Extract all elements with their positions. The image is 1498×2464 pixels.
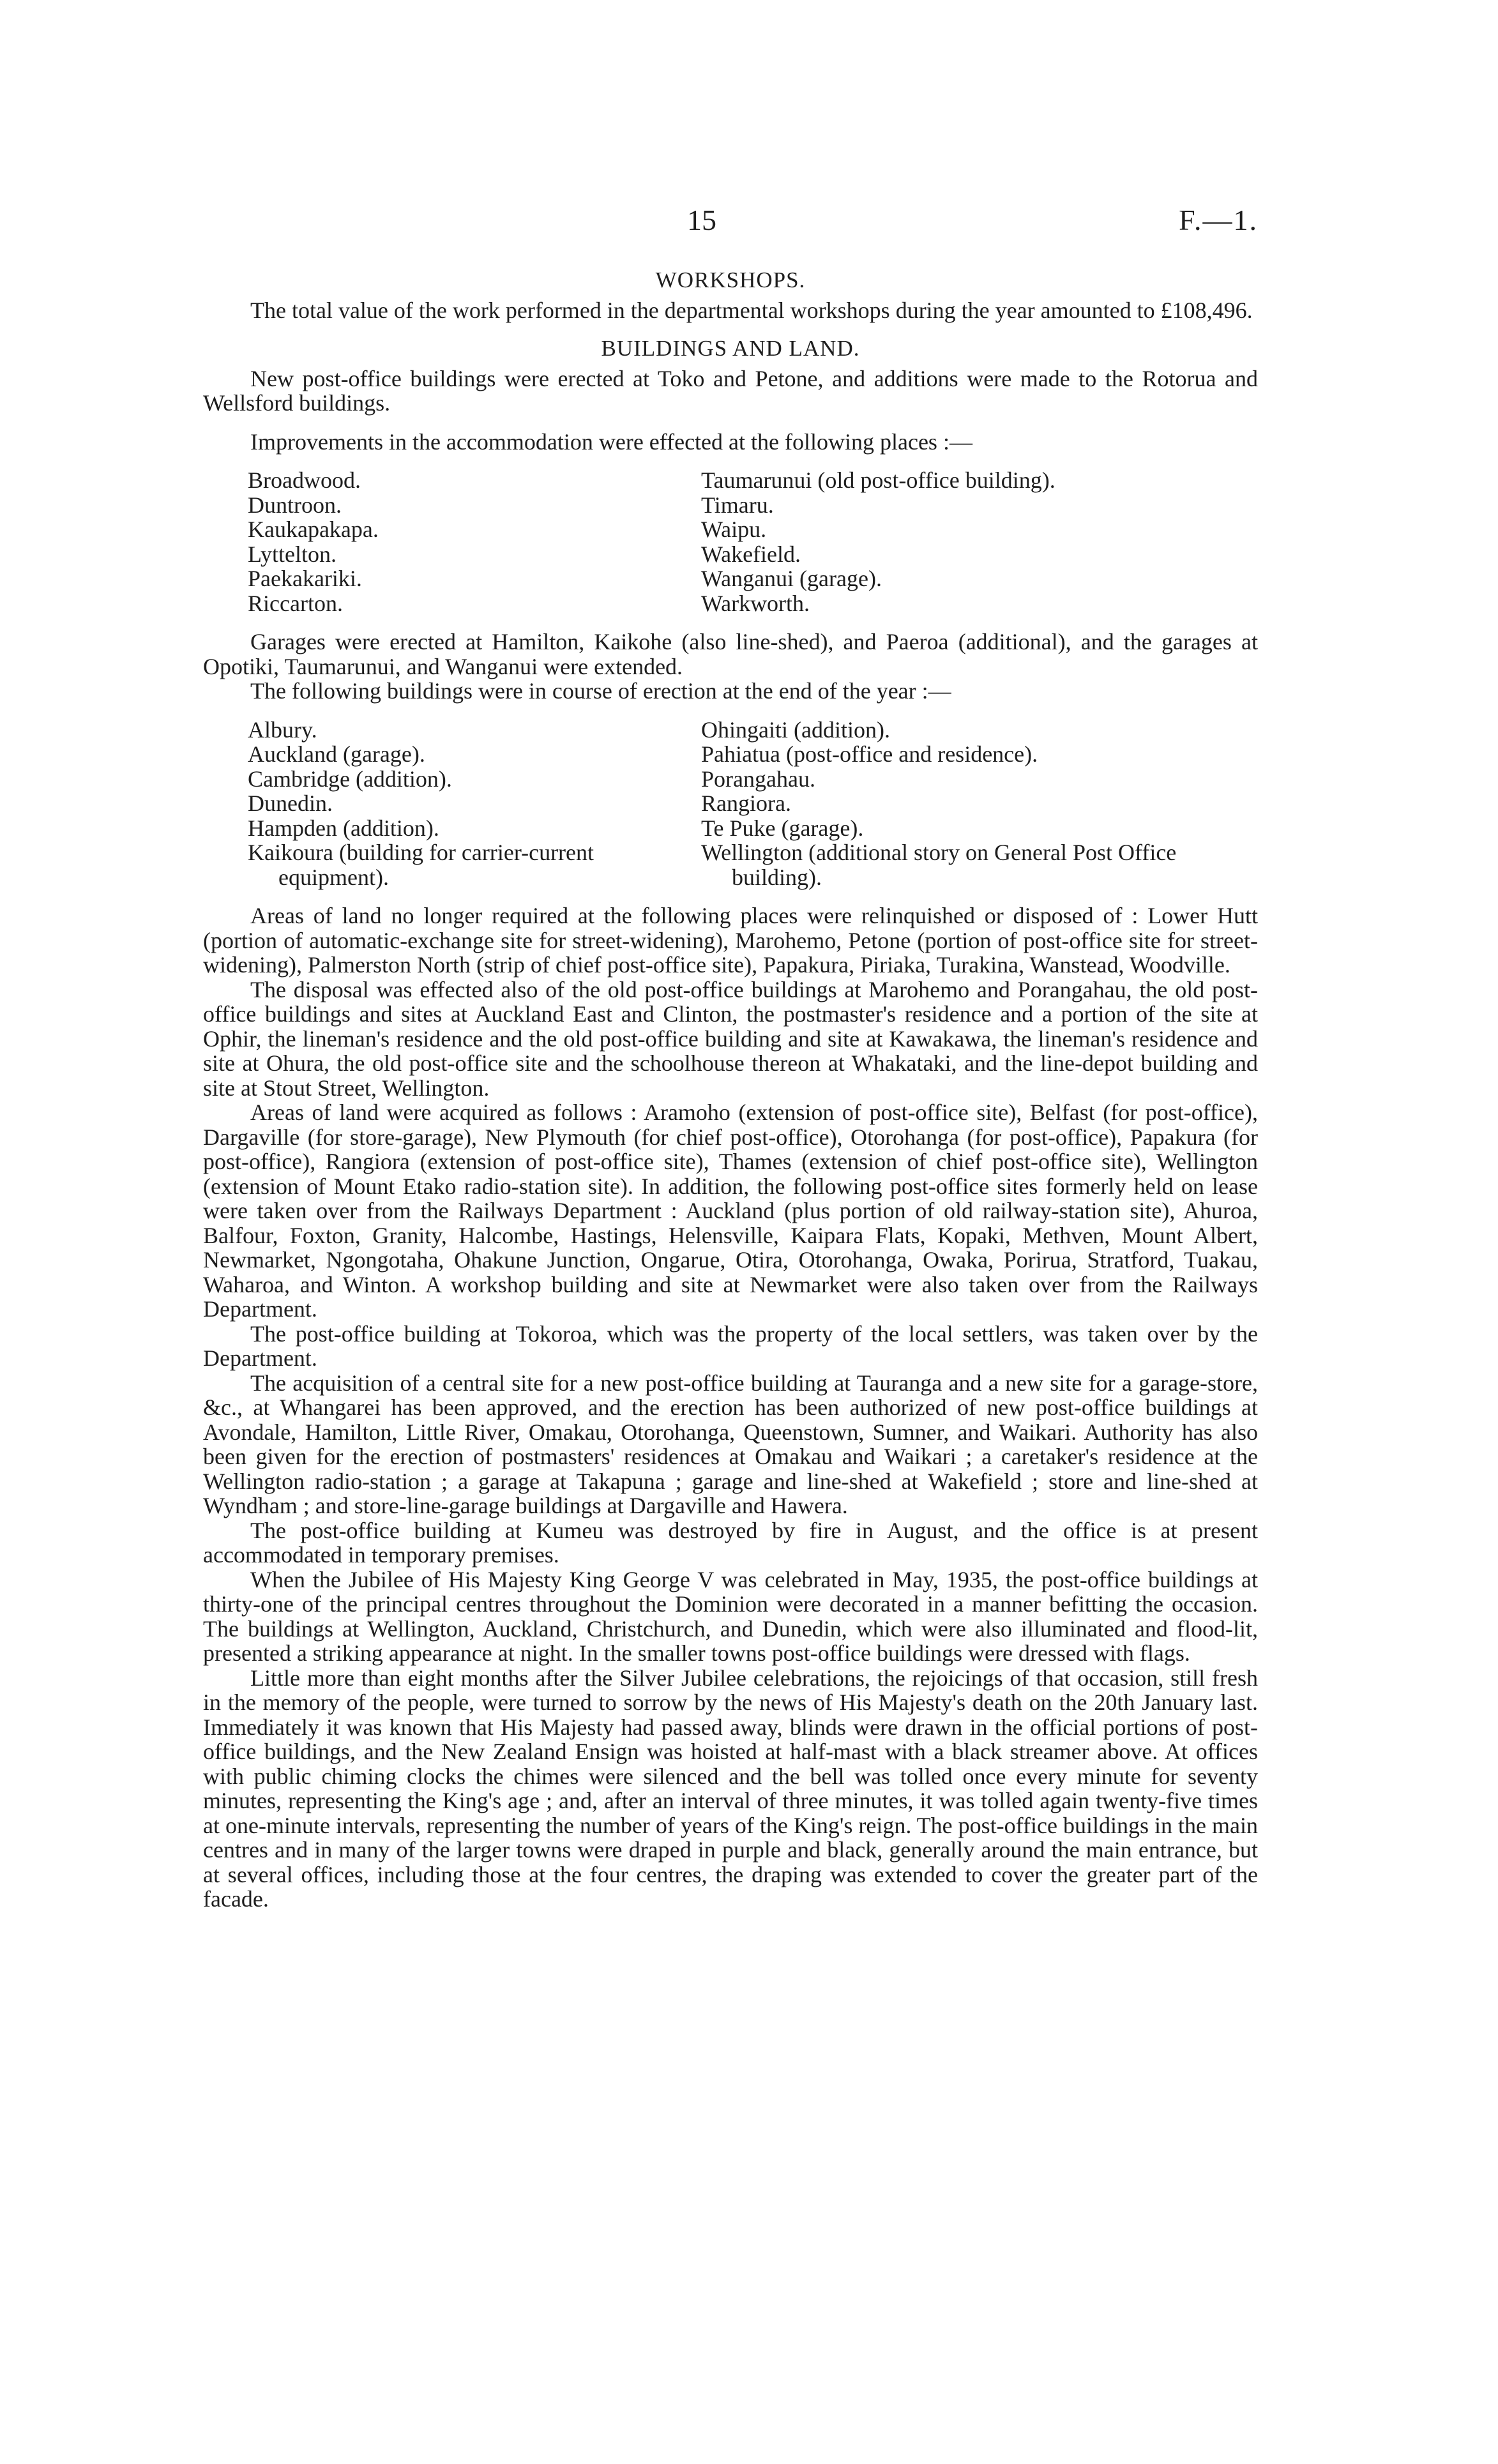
list-item: Duntroon. — [248, 492, 342, 518]
paragraph: Areas of land were acquired as follows : Aramoho (extension of post-office site), Belfast (for post-office), Dargaville (for store-garage), New Plymouth (for chief post-office), Otorohanga (for post-office), Papakura (for post-office), Rangiora (extension of post-office site), Thames (extension of chief post-office site), Wellington (extension of Mount Etako radio-station site). In addition, the following post-office sites formerly held on lease were taken over from the Railways Department : Auckland (plus portion of old railway-station site), Ahuroa, Balfour, Foxton, Granity, Halcombe, Hastings, Helensville, Kaipara Flats, Kopaki, Methven, Mount Albert, Newmarket, Ngongotaha, Ohakune Junction, Ongarue, Otira, Otorohanga, Owaka, Porirua, Stratford, Tuakau, Waharoa, and Winton. A workshop building and site at Newmarket were also taken over from the Railways Department. — [203, 1100, 1258, 1322]
list-item: Lyttelton. — [248, 541, 337, 567]
list-item: Hampden (addition). — [248, 815, 439, 841]
workshops-paragraph: The total value of the work performed in the departmental workshops during the year amounted to £108,496. — [250, 297, 1253, 323]
list-item: Pahiatua (post-office and residence). — [701, 741, 1038, 767]
list-item: Taumarunui (old post-office building). — [701, 467, 1055, 493]
paragraph: The disposal was effected also of the old post-office buildings at Marohemo and Porangahau, the old post-office buildings and sites at Auckland East and Clinton, the postmaster's residence and a portion of the site at Ophir, the lineman's residence and the old post-office building and site at Kawakawa, the lineman's residence and site at Ohura, the old post-office site and the schoolhouse thereon at Whakataki, and the line-depot building and site at Stout Street, Wellington. — [203, 976, 1258, 1101]
list-item: Wanganui (garage). — [701, 566, 882, 591]
list-item: Wellington (additional story on General Post Office building). — [701, 840, 1177, 890]
document-reference: F.—1. — [1179, 204, 1258, 236]
list-item: Auckland (garage). — [248, 741, 425, 767]
paragraph: The post-office building at Kumeu was destroyed by fire in August, and the office is at present accommodated in temporary premises. — [203, 1517, 1258, 1568]
workshops-heading: WORKSHOPS. — [655, 268, 806, 292]
list-item: Warkworth. — [701, 590, 810, 616]
paragraph: The post-office building at Tokoroa, which was the property of the local settlers, was taken over by the Department. — [203, 1320, 1258, 1371]
list-item: Kaikoura (building for carrier-current equipment). — [248, 840, 594, 890]
list-item: Waipu. — [701, 517, 767, 542]
list-item: Timaru. — [701, 492, 774, 518]
list-item: Broadwood. — [248, 467, 361, 493]
paragraph: Garages were erected at Hamilton, Kaikohe (also line-shed), and Paeroa (additional), and the garages at Opotiki, Taumarunui, and Wanganui were extended. — [203, 629, 1258, 679]
improvements-list — [248, 468, 1258, 616]
paragraph: Areas of land no longer required at the following places were relinquished or disposed of : Lower Hutt (portion of automatic-exchange site for street-widening), Marohemo, Petone (portion of post-office site for street-widening), Palmerston North (strip of chief post-office site), Papakura, Piriaka, Turakina, Wanstead, Woodville. — [203, 903, 1258, 978]
list-item: Te Puke (garage). — [701, 815, 864, 841]
paragraph: The acquisition of a central site for a new post-office building at Tauranga and a new site for a garage-store, &c., at Whangarei has been approved, and the erection has been authorized of new post-office buildings at Avondale, Hamilton, Little River, Omakau, Otorohanga, Queenstown, Sumner, and Waikari. Authority has also been given for the erection of postmasters' residences at Omakau and Waikari ; a caretaker's residence at the Wellington radio-station ; a garage at Takapuna ; garage and line-shed at Wakefield ; store and line-shed at Wyndham ; and store-line-garage buildings at Dargaville and Hawera. — [203, 1370, 1258, 1518]
erection-list — [248, 718, 1258, 890]
list-item: Riccarton. — [248, 590, 343, 616]
page-number: 15 — [687, 204, 716, 236]
list-item: Rangiora. — [701, 790, 791, 816]
list-item: Ohingaiti (addition). — [701, 716, 890, 743]
page-body — [203, 268, 1258, 1912]
list-item: Dunedin. — [248, 790, 333, 816]
buildings-heading: BUILDINGS AND LAND. — [601, 336, 860, 361]
list-item: Porangahau. — [701, 766, 815, 792]
list-item: Albury. — [248, 716, 317, 743]
list-item: Paekakariki. — [248, 566, 362, 591]
list-item: Wakefield. — [701, 541, 801, 567]
list-item: Kaukapakapa. — [248, 517, 379, 542]
paragraph: When the Jubilee of His Majesty King George V was celebrated in May, 1935, the post-office buildings at thirty-one of the principal centres throughout the Dominion were decorated in a manner befitting the occasion. The buildings at Wellington, Auckland, Christchurch, and Dunedin, which were also illuminated and flood-lit, presented a striking appearance at night. In the smaller towns post-office buildings were dressed with flags. — [203, 1566, 1258, 1666]
paragraph: New post-office buildings were erected at Toko and Petone, and additions were made to the Rotorua and Wellsford buildings. — [203, 365, 1258, 416]
page-header — [203, 203, 1258, 241]
paragraph: Improvements in the accommodation were effected at the following places :— — [250, 428, 972, 455]
paragraph: The following buildings were in course of erection at the end of the year :— — [250, 678, 951, 704]
list-item: Cambridge (addition). — [248, 766, 452, 792]
paragraph: Little more than eight months after the Silver Jubilee celebrations, the rejoicings of that occasion, still fresh in the memory of the people, were turned to sorrow by the news of His Majesty's death on the 20th January last. Immediately it was known that His Majesty had passed away, blinds were drawn in the official portions of post-office buildings, and the New Zealand Ensign was hoisted at half-mast with a black streamer above. At offices with public chiming clocks the chimes were silenced and the bell was tolled once every minute for seventy minutes, representing the King's age ; and, after an interval of three minutes, it was tolled again twenty-five times at one-minute intervals, representing the number of years of the King's reign. The post-office buildings in the main centres and in many of the larger towns were draped in purple and black, generally around the main entrance, but at several offices, including those at the four centres, the draping was extended to cover the greater part of the facade. — [203, 1665, 1258, 1912]
